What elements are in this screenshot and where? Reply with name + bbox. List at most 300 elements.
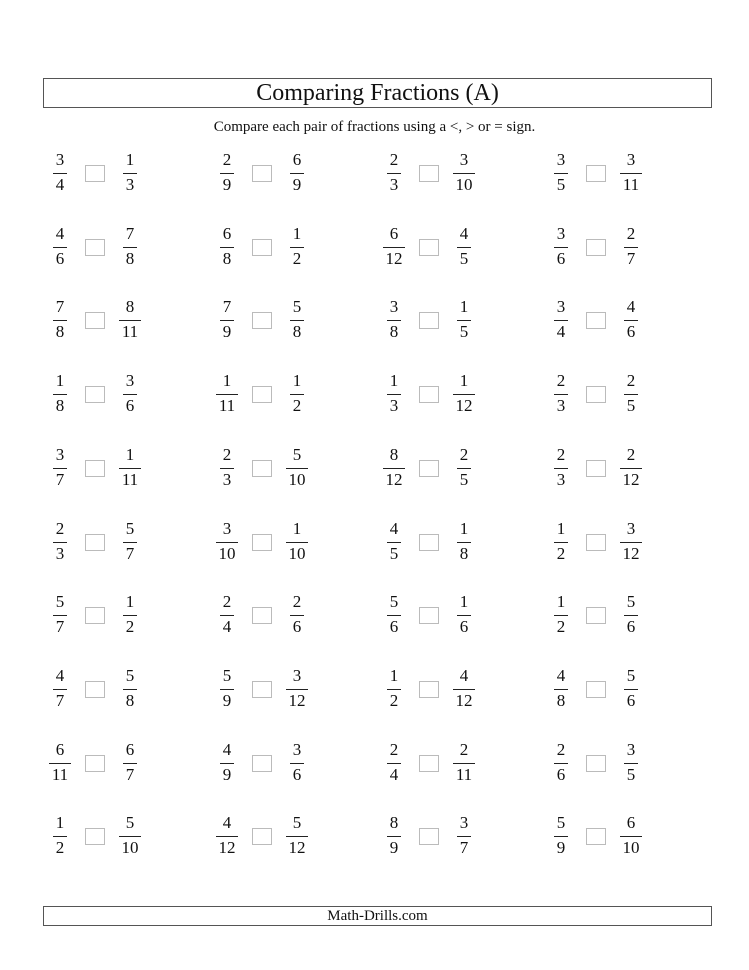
numerator: 6 <box>55 740 65 759</box>
denominator: 9 <box>222 765 232 784</box>
problem <box>43 364 193 424</box>
left-fraction <box>377 438 411 498</box>
denominator: 10 <box>622 838 640 857</box>
left-fraction <box>544 364 578 424</box>
fraction-bar <box>554 320 568 321</box>
fraction-bar <box>290 763 304 764</box>
denominator: 7 <box>55 691 65 710</box>
denominator: 9 <box>389 838 399 857</box>
numerator: 3 <box>556 224 566 243</box>
right-fraction <box>113 143 147 203</box>
numerator: 3 <box>55 150 65 169</box>
right-fraction <box>614 364 648 424</box>
fraction-bar <box>453 394 475 395</box>
denominator: 11 <box>455 765 473 784</box>
fraction-bar <box>53 542 67 543</box>
fraction-bar <box>554 468 568 469</box>
left-fraction <box>43 438 77 498</box>
numerator: 2 <box>459 445 469 464</box>
answer-box[interactable] <box>85 828 105 845</box>
answer-box[interactable] <box>419 165 439 182</box>
answer-box[interactable] <box>586 312 606 329</box>
numerator: 8 <box>389 445 399 464</box>
problem <box>43 659 193 719</box>
fraction-bar <box>624 320 638 321</box>
fraction-bar <box>387 320 401 321</box>
numerator: 2 <box>389 150 399 169</box>
numerator: 5 <box>292 297 302 316</box>
answer-box[interactable] <box>252 165 272 182</box>
right-fraction <box>447 364 481 424</box>
left-fraction <box>544 806 578 866</box>
denominator: 3 <box>55 544 65 563</box>
right-fraction <box>614 290 648 350</box>
numerator: 7 <box>125 224 135 243</box>
fraction-bar <box>387 689 401 690</box>
numerator: 4 <box>459 224 469 243</box>
fraction-bar <box>123 247 137 248</box>
right-fraction <box>447 143 481 203</box>
numerator: 1 <box>556 592 566 611</box>
problem <box>210 290 360 350</box>
fraction-bar <box>53 689 67 690</box>
left-fraction <box>43 733 77 793</box>
fraction-bar <box>286 689 308 690</box>
fraction-bar <box>290 394 304 395</box>
denominator: 6 <box>626 617 636 636</box>
right-fraction <box>113 585 147 645</box>
answer-box[interactable] <box>586 460 606 477</box>
answer-box[interactable] <box>586 239 606 256</box>
denominator: 6 <box>626 322 636 341</box>
problem <box>544 585 694 645</box>
numerator: 2 <box>222 445 232 464</box>
denominator: 3 <box>556 396 566 415</box>
fraction-bar <box>123 689 137 690</box>
denominator: 9 <box>292 175 302 194</box>
answer-box[interactable] <box>252 534 272 551</box>
answer-box[interactable] <box>419 386 439 403</box>
denominator: 7 <box>55 617 65 636</box>
numerator: 3 <box>459 813 469 832</box>
denominator: 11 <box>121 322 139 341</box>
fraction-bar <box>383 468 405 469</box>
fraction-bar <box>290 320 304 321</box>
numerator: 1 <box>459 592 469 611</box>
denominator: 4 <box>55 175 65 194</box>
numerator: 1 <box>459 519 469 538</box>
denominator: 6 <box>389 617 399 636</box>
denominator: 4 <box>222 617 232 636</box>
left-fraction <box>43 585 77 645</box>
numerator: 5 <box>125 813 135 832</box>
right-fraction <box>447 659 481 719</box>
fraction-bar <box>123 542 137 543</box>
denominator: 5 <box>389 544 399 563</box>
fraction-bar <box>220 320 234 321</box>
fraction-bar <box>123 763 137 764</box>
numerator: 4 <box>556 666 566 685</box>
fraction-bar <box>119 320 141 321</box>
right-fraction <box>113 512 147 572</box>
problem <box>377 364 527 424</box>
problem <box>377 806 527 866</box>
numerator: 2 <box>222 592 232 611</box>
numerator: 1 <box>292 519 302 538</box>
fraction-bar <box>220 689 234 690</box>
numerator: 8 <box>125 297 135 316</box>
numerator: 2 <box>626 445 636 464</box>
answer-box[interactable] <box>419 828 439 845</box>
denominator: 12 <box>455 691 473 710</box>
numerator: 6 <box>222 224 232 243</box>
denominator: 3 <box>125 175 135 194</box>
answer-box[interactable] <box>85 386 105 403</box>
denominator: 6 <box>292 765 302 784</box>
answer-box[interactable] <box>586 607 606 624</box>
problem <box>544 659 694 719</box>
fraction-bar <box>457 836 471 837</box>
numerator: 4 <box>459 666 469 685</box>
numerator: 5 <box>626 666 636 685</box>
left-fraction <box>377 659 411 719</box>
numerator: 1 <box>55 371 65 390</box>
fraction-bar <box>457 468 471 469</box>
numerator: 4 <box>55 666 65 685</box>
denominator: 2 <box>55 838 65 857</box>
fraction-bar <box>53 320 67 321</box>
numerator: 2 <box>626 371 636 390</box>
denominator: 11 <box>51 765 69 784</box>
right-fraction <box>113 290 147 350</box>
left-fraction <box>377 364 411 424</box>
right-fraction <box>280 143 314 203</box>
left-fraction <box>210 585 244 645</box>
problem <box>210 364 360 424</box>
answer-box[interactable] <box>252 386 272 403</box>
numerator: 5 <box>389 592 399 611</box>
numerator: 2 <box>556 445 566 464</box>
fraction-bar <box>624 247 638 248</box>
denominator: 3 <box>556 470 566 489</box>
fraction-bar <box>119 468 141 469</box>
fraction-bar <box>286 468 308 469</box>
right-fraction <box>280 364 314 424</box>
fraction-bar <box>216 836 238 837</box>
denominator: 3 <box>389 396 399 415</box>
answer-box[interactable] <box>85 534 105 551</box>
denominator: 7 <box>125 765 135 784</box>
answer-box[interactable] <box>419 534 439 551</box>
denominator: 5 <box>626 396 636 415</box>
answer-box[interactable] <box>252 681 272 698</box>
left-fraction <box>210 143 244 203</box>
problem <box>43 217 193 277</box>
problem <box>210 143 360 203</box>
answer-box[interactable] <box>252 239 272 256</box>
right-fraction <box>447 806 481 866</box>
right-fraction <box>614 438 648 498</box>
denominator: 10 <box>288 470 306 489</box>
numerator: 1 <box>459 297 469 316</box>
denominator: 10 <box>121 838 139 857</box>
numerator: 5 <box>222 666 232 685</box>
problem <box>544 290 694 350</box>
denominator: 6 <box>626 691 636 710</box>
answer-box[interactable] <box>419 681 439 698</box>
answer-box[interactable] <box>586 165 606 182</box>
answer-box[interactable] <box>252 607 272 624</box>
numerator: 5 <box>292 813 302 832</box>
answer-box[interactable] <box>419 239 439 256</box>
fraction-bar <box>290 173 304 174</box>
denominator: 2 <box>556 544 566 563</box>
fraction-bar <box>387 542 401 543</box>
answer-box[interactable] <box>419 607 439 624</box>
fraction-bar <box>453 173 475 174</box>
denominator: 6 <box>556 249 566 268</box>
denominator: 2 <box>556 617 566 636</box>
fraction-bar <box>620 836 642 837</box>
denominator: 9 <box>222 322 232 341</box>
denominator: 6 <box>125 396 135 415</box>
answer-box[interactable] <box>252 460 272 477</box>
fraction-bar <box>624 763 638 764</box>
problem <box>544 733 694 793</box>
fraction-bar <box>387 763 401 764</box>
fraction-bar <box>554 615 568 616</box>
numerator: 2 <box>556 740 566 759</box>
right-fraction <box>280 806 314 866</box>
numerator: 2 <box>459 740 469 759</box>
fraction-bar <box>554 173 568 174</box>
problem <box>544 364 694 424</box>
denominator: 2 <box>292 396 302 415</box>
denominator: 12 <box>455 396 473 415</box>
denominator: 12 <box>622 470 640 489</box>
answer-box[interactable] <box>85 681 105 698</box>
numerator: 3 <box>556 297 566 316</box>
denominator: 8 <box>125 249 135 268</box>
fraction-bar <box>216 394 238 395</box>
left-fraction <box>544 438 578 498</box>
denominator: 9 <box>222 691 232 710</box>
denominator: 8 <box>292 322 302 341</box>
problem <box>210 733 360 793</box>
fraction-bar <box>383 247 405 248</box>
fraction-bar <box>220 247 234 248</box>
fraction-bar <box>620 542 642 543</box>
numerator: 1 <box>125 150 135 169</box>
answer-box[interactable] <box>586 386 606 403</box>
denominator: 12 <box>218 838 236 857</box>
answer-box[interactable] <box>85 755 105 772</box>
right-fraction <box>447 585 481 645</box>
problem <box>377 217 527 277</box>
left-fraction <box>43 806 77 866</box>
left-fraction <box>210 438 244 498</box>
left-fraction <box>43 290 77 350</box>
left-fraction <box>43 659 77 719</box>
right-fraction <box>447 290 481 350</box>
right-fraction <box>280 585 314 645</box>
fraction-bar <box>387 836 401 837</box>
fraction-bar <box>53 468 67 469</box>
numerator: 3 <box>55 445 65 464</box>
problem <box>377 438 527 498</box>
answer-box[interactable] <box>85 165 105 182</box>
numerator: 1 <box>389 666 399 685</box>
denominator: 5 <box>626 765 636 784</box>
fraction-bar <box>554 542 568 543</box>
fraction-bar <box>554 689 568 690</box>
right-fraction <box>113 438 147 498</box>
numerator: 4 <box>55 224 65 243</box>
right-fraction <box>280 659 314 719</box>
fraction-bar <box>453 763 475 764</box>
right-fraction <box>280 438 314 498</box>
numerator: 2 <box>556 371 566 390</box>
answer-box[interactable] <box>85 460 105 477</box>
problem <box>377 585 527 645</box>
left-fraction <box>210 733 244 793</box>
fraction-bar <box>387 173 401 174</box>
fraction-bar <box>554 763 568 764</box>
left-fraction <box>544 659 578 719</box>
answer-box[interactable] <box>252 312 272 329</box>
problem <box>544 438 694 498</box>
numerator: 1 <box>222 371 232 390</box>
numerator: 2 <box>389 740 399 759</box>
denominator: 11 <box>622 175 640 194</box>
right-fraction <box>113 364 147 424</box>
left-fraction <box>210 364 244 424</box>
problem <box>43 733 193 793</box>
fraction-bar <box>290 247 304 248</box>
fraction-bar <box>220 763 234 764</box>
fraction-bar <box>554 394 568 395</box>
right-fraction <box>614 585 648 645</box>
fraction-bar <box>53 394 67 395</box>
denominator: 5 <box>459 249 469 268</box>
numerator: 2 <box>626 224 636 243</box>
numerator: 1 <box>389 371 399 390</box>
numerator: 1 <box>125 445 135 464</box>
answer-box[interactable] <box>85 239 105 256</box>
answer-box[interactable] <box>586 828 606 845</box>
fraction-bar <box>554 836 568 837</box>
right-fraction <box>447 733 481 793</box>
denominator: 12 <box>385 249 403 268</box>
answer-box[interactable] <box>85 607 105 624</box>
numerator: 1 <box>292 224 302 243</box>
left-fraction <box>377 143 411 203</box>
fraction-bar <box>123 615 137 616</box>
numerator: 5 <box>125 519 135 538</box>
numerator: 3 <box>626 519 636 538</box>
denominator: 9 <box>222 175 232 194</box>
numerator: 8 <box>389 813 399 832</box>
right-fraction <box>614 806 648 866</box>
answer-box[interactable] <box>419 312 439 329</box>
numerator: 3 <box>389 297 399 316</box>
numerator: 4 <box>222 813 232 832</box>
right-fraction <box>280 512 314 572</box>
right-fraction <box>113 659 147 719</box>
numerator: 4 <box>626 297 636 316</box>
answer-box[interactable] <box>586 755 606 772</box>
numerator: 7 <box>55 297 65 316</box>
denominator: 8 <box>55 396 65 415</box>
numerator: 5 <box>556 813 566 832</box>
numerator: 6 <box>125 740 135 759</box>
fraction-bar <box>123 173 137 174</box>
numerator: 6 <box>389 224 399 243</box>
answer-box[interactable] <box>586 681 606 698</box>
denominator: 12 <box>288 691 306 710</box>
problem <box>210 217 360 277</box>
numerator: 2 <box>292 592 302 611</box>
denominator: 7 <box>459 838 469 857</box>
denominator: 12 <box>622 544 640 563</box>
left-fraction <box>210 659 244 719</box>
answer-box[interactable] <box>419 755 439 772</box>
instructions: Compare each pair of fractions using a <, > or = sign. <box>213 119 536 135</box>
problem <box>377 290 527 350</box>
numerator: 3 <box>222 519 232 538</box>
fraction-bar <box>119 836 141 837</box>
problem <box>43 438 193 498</box>
denominator: 7 <box>55 470 65 489</box>
left-fraction <box>210 806 244 866</box>
denominator: 12 <box>385 470 403 489</box>
fraction-bar <box>457 542 471 543</box>
denominator: 6 <box>292 617 302 636</box>
denominator: 5 <box>459 322 469 341</box>
denominator: 8 <box>459 544 469 563</box>
answer-box[interactable] <box>252 828 272 845</box>
left-fraction <box>210 217 244 277</box>
numerator: 3 <box>626 740 636 759</box>
page-title: Comparing Fractions (A) <box>43 78 712 108</box>
left-fraction <box>43 512 77 572</box>
left-fraction <box>43 364 77 424</box>
right-fraction <box>614 143 648 203</box>
fraction-bar <box>216 542 238 543</box>
numerator: 4 <box>222 740 232 759</box>
denominator: 8 <box>389 322 399 341</box>
numerator: 6 <box>292 150 302 169</box>
problem <box>43 585 193 645</box>
fraction-bar <box>53 247 67 248</box>
numerator: 7 <box>222 297 232 316</box>
numerator: 3 <box>459 150 469 169</box>
right-fraction <box>614 512 648 572</box>
numerator: 5 <box>292 445 302 464</box>
numerator: 4 <box>389 519 399 538</box>
problem <box>210 512 360 572</box>
fraction-bar <box>123 394 137 395</box>
fraction-bar <box>220 468 234 469</box>
answer-box[interactable] <box>586 534 606 551</box>
numerator: 1 <box>125 592 135 611</box>
answer-box[interactable] <box>419 460 439 477</box>
answer-box[interactable] <box>85 312 105 329</box>
denominator: 10 <box>218 544 236 563</box>
answer-box[interactable] <box>252 755 272 772</box>
left-fraction <box>544 290 578 350</box>
fraction-bar <box>620 173 642 174</box>
